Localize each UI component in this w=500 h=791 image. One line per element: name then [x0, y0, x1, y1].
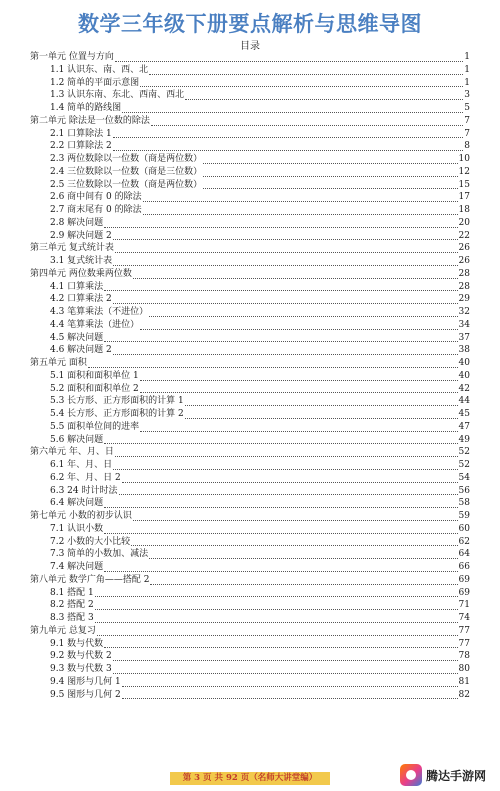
toc-page-number: 69 [458, 587, 470, 598]
toc-entry-label: 4.4 笔算乘法（进位） [50, 319, 140, 330]
toc-dot-leader [122, 104, 463, 113]
toc-entry-label: 第三单元 复式统计表 [30, 243, 114, 254]
toc-entry-label: 2.1 口算除法 1 [50, 128, 112, 139]
toc-heading: 目录 [240, 41, 260, 52]
toc-page-number: 17 [458, 192, 470, 203]
toc-dot-leader [104, 333, 457, 342]
toc-entry-label: 2.7 商末尾有 0 的除法 [50, 205, 142, 215]
toc-entry-label: 7.3 简单的小数加、减法 [50, 549, 149, 560]
toc-page-number: 1 [464, 52, 470, 62]
toc-page-number: 81 [458, 676, 470, 687]
toc-entry-label: 第七单元 小数的初步认识 [30, 511, 132, 521]
toc-entry-label: 9.1 数与代数 [50, 638, 104, 649]
toc-section-entry[interactable] [30, 395, 470, 408]
toc-page-number: 18 [458, 205, 470, 215]
toc-dot-leader [203, 180, 457, 189]
toc-page-number: 54 [458, 472, 470, 483]
toc-dot-leader [185, 397, 458, 406]
watermark-text: 腾达手游网 [426, 768, 487, 783]
toc-entry-label: 6.1 年、月、日 [50, 460, 113, 470]
toc-dot-leader [104, 282, 457, 291]
toc-entry-label: 第二单元 除法是一位数的除法 [30, 115, 150, 126]
toc-section-entry[interactable] [30, 587, 470, 600]
toc-section-entry[interactable] [30, 332, 470, 345]
toc-entry-label: 5.5 面积单位间的进率 [50, 421, 140, 432]
toc-page-number: 40 [458, 370, 470, 381]
toc-dot-leader [185, 91, 463, 100]
toc-dot-leader [203, 168, 457, 177]
toc-section-entry[interactable] [30, 408, 470, 421]
toc-page-number: 3 [464, 90, 470, 101]
toc-page-number: 37 [458, 332, 470, 343]
toc-page-number: 28 [458, 268, 470, 279]
toc-section-entry[interactable] [30, 548, 470, 561]
toc-dot-leader [88, 359, 458, 368]
toc-unit-entry[interactable] [30, 446, 470, 459]
toc-page-number: 52 [458, 447, 470, 458]
toc-section-entry[interactable] [30, 370, 470, 383]
toc-page-number: 45 [458, 409, 470, 419]
toc-dot-leader [122, 678, 458, 687]
toc-section-entry[interactable] [30, 153, 470, 166]
toc-entry-label: 6.3 24 时计时法 [50, 485, 118, 496]
toc-page-number: 47 [458, 421, 470, 432]
toc-unit-entry[interactable] [30, 574, 470, 587]
toc-section-entry[interactable] [30, 344, 470, 357]
toc-entry-label: 2.9 解决问题 2 [50, 230, 112, 241]
toc-unit-entry[interactable] [30, 268, 470, 281]
toc-section-entry[interactable] [30, 191, 470, 204]
toc-entry-label: 2.6 商中间有 0 的除法 [50, 192, 142, 203]
toc-section-entry[interactable] [30, 140, 470, 153]
toc-entry-label: 5.2 面积和面积单位 2 [50, 383, 139, 394]
watermark-logo [400, 762, 496, 788]
toc-page-number: 71 [458, 600, 470, 611]
toc-entry-label: 7.2 小数的大小比较 [50, 536, 131, 547]
toc-page-number: 58 [458, 498, 470, 509]
toc-entry-label: 第五单元 面积 [30, 358, 87, 368]
toc-dot-leader [95, 614, 458, 623]
toc-page-number: 77 [458, 625, 470, 636]
toc-page-number: 5 [464, 103, 470, 113]
toc-dot-leader [140, 384, 458, 393]
toc-page-number: 12 [458, 166, 470, 177]
toc-page-number: 29 [458, 294, 470, 305]
toc-section-entry[interactable] [30, 536, 470, 549]
toc-dot-leader [104, 499, 457, 508]
toc-dot-leader [203, 155, 457, 164]
toc-dot-leader [115, 53, 463, 62]
document-title: 数学三年级下册要点解析与思维导图 [78, 12, 422, 36]
toc-section-entry[interactable] [30, 319, 470, 332]
toc-page-number: 1 [464, 64, 470, 75]
toc-dot-leader [113, 652, 458, 661]
toc-page-number: 34 [458, 319, 470, 330]
toc-entry-label: 7.4 解决问题 [50, 562, 104, 572]
toc-entry-label: 8.1 搭配 1 [50, 587, 94, 598]
toc-page-number: 15 [458, 179, 470, 190]
toc-entry-label: 6.2 年、月、日 2 [50, 472, 121, 483]
toc-section-entry[interactable] [30, 64, 470, 77]
toc-dot-leader [149, 550, 457, 559]
toc-section-entry[interactable] [30, 459, 470, 472]
toc-page-number: 7 [464, 115, 470, 126]
page-indicator: 第 3 页 共 92 页（名师大讲堂编） [170, 772, 330, 785]
toc-dot-leader [113, 257, 457, 266]
toc-dot-leader [131, 537, 457, 546]
toc-page-number: 32 [458, 307, 470, 317]
toc-dot-leader [115, 448, 458, 457]
toc-entry-label: 1.1 认识东、南、西、北 [50, 64, 149, 75]
toc-entry-label: 第八单元 数学广角——搭配 2 [30, 574, 150, 585]
toc-dot-leader [149, 66, 463, 75]
toc-section-entry[interactable] [30, 434, 470, 447]
toc-section-entry[interactable] [30, 128, 470, 141]
toc-dot-leader [104, 639, 457, 648]
toc-dot-leader [95, 588, 458, 597]
toc-page-number: 78 [458, 651, 470, 662]
toc-dot-leader [113, 295, 458, 304]
toc-section-entry[interactable] [30, 472, 470, 485]
toc-dot-leader [119, 486, 458, 495]
toc-section-entry[interactable] [30, 89, 470, 102]
toc-entry-label: 1.3 认识东南、东北、西南、西北 [50, 90, 185, 101]
toc-section-entry[interactable] [30, 102, 470, 115]
toc-dot-leader [122, 690, 458, 699]
toc-page-number: 20 [458, 217, 470, 228]
toc-entry-label: 2.5 三位数除以一位数（商是两位数） [50, 179, 203, 190]
app-logo-icon [400, 764, 422, 786]
toc-dot-leader [95, 601, 458, 610]
toc-page-number: 59 [458, 511, 470, 521]
toc-dot-leader [113, 142, 464, 151]
toc-entry-label: 第一单元 位置与方向 [30, 52, 114, 62]
toc-dot-leader [113, 346, 458, 355]
toc-section-entry[interactable] [30, 650, 470, 663]
toc-page-number: 49 [458, 434, 470, 445]
toc-entry-label: 5.1 面积和面积单位 1 [50, 370, 139, 381]
toc-dot-leader [113, 231, 458, 240]
toc-page-number: 69 [458, 574, 470, 585]
toc-entry-label: 3.1 复式统计表 [50, 256, 113, 266]
toc-page-number: 28 [458, 281, 470, 292]
toc-section-entry[interactable] [30, 179, 470, 192]
toc-entry-label: 7.1 认识小数 [50, 523, 104, 534]
toc-entry-label: 5.4 长方形、正方形面积的计算 2 [50, 409, 184, 419]
toc-section-entry[interactable] [30, 561, 470, 574]
toc-section-entry[interactable] [30, 383, 470, 396]
toc-entry-label: 2.2 口算除法 2 [50, 141, 112, 152]
toc-section-entry[interactable] [30, 497, 470, 510]
toc-entry-label: 第四单元 两位数乘两位数 [30, 268, 132, 279]
toc-page-number: 22 [458, 230, 470, 241]
toc-page-number: 64 [458, 549, 470, 560]
toc-dot-leader [140, 78, 463, 87]
toc-page-number: 74 [458, 613, 470, 623]
toc-entry-label: 9.4 图形与几何 1 [50, 676, 121, 687]
toc-entry-label: 6.4 解决问题 [50, 498, 104, 509]
toc-section-entry[interactable] [30, 485, 470, 498]
toc-page-number: 26 [458, 256, 470, 266]
toc-dot-leader [113, 129, 464, 138]
toc-dot-leader [104, 435, 457, 444]
toc-section-entry[interactable] [30, 676, 470, 689]
toc-section-entry[interactable] [30, 599, 470, 612]
toc-section-entry[interactable] [30, 281, 470, 294]
toc-page-number: 44 [458, 396, 470, 407]
toc-page-number: 77 [458, 638, 470, 649]
toc-dot-leader [115, 244, 458, 253]
toc-page-number: 52 [458, 460, 470, 470]
toc-dot-leader [104, 219, 457, 228]
toc-page-number: 8 [464, 141, 470, 152]
toc-dot-leader [150, 576, 457, 585]
toc-page-number: 66 [458, 562, 470, 572]
toc-unit-entry[interactable] [30, 510, 470, 523]
toc-entry-label: 5.3 长方形、正方形面积的计算 1 [50, 396, 184, 407]
toc-dot-leader [151, 117, 463, 126]
toc-entry-label: 1.4 简单的路线图 [50, 103, 122, 113]
toc-dot-leader [104, 563, 457, 572]
toc-page-number: 82 [458, 689, 470, 700]
toc-unit-entry[interactable] [30, 357, 470, 370]
toc-section-entry[interactable] [30, 421, 470, 434]
toc-entry-label: 4.2 口算乘法 2 [50, 294, 112, 305]
toc-section-entry[interactable] [30, 306, 470, 319]
toc-entry-label: 第六单元 年、月、日 [30, 447, 114, 458]
toc-dot-leader [122, 474, 458, 483]
toc-dot-leader [140, 372, 458, 381]
table-of-contents [30, 51, 470, 701]
toc-section-entry[interactable] [30, 612, 470, 625]
toc-dot-leader [97, 627, 458, 636]
toc-section-entry[interactable] [30, 77, 470, 90]
toc-section-entry[interactable] [30, 217, 470, 230]
toc-page-number: 1 [464, 77, 470, 88]
toc-entry-label: 第九单元 总复习 [30, 625, 96, 636]
toc-entry-label: 9.5 图形与几何 2 [50, 689, 121, 700]
toc-dot-leader [133, 512, 458, 521]
toc-page-number: 80 [458, 664, 470, 674]
toc-page-number: 56 [458, 485, 470, 496]
toc-dot-leader [140, 423, 457, 432]
toc-entry-label: 9.3 数与代数 3 [50, 664, 112, 674]
toc-section-entry[interactable] [30, 523, 470, 536]
toc-page-number: 7 [464, 128, 470, 139]
toc-entry-label: 4.1 口算乘法 [50, 281, 104, 292]
toc-dot-leader [185, 410, 458, 419]
toc-section-entry[interactable] [30, 230, 470, 243]
toc-section-entry[interactable] [30, 255, 470, 268]
toc-entry-label: 5.6 解决问题 [50, 434, 104, 445]
toc-dot-leader [104, 525, 457, 534]
toc-page-number: 26 [458, 243, 470, 254]
toc-dot-leader [113, 665, 458, 674]
toc-section-entry[interactable] [30, 663, 470, 676]
toc-entry-label: 8.2 搭配 2 [50, 600, 94, 611]
toc-entry-label: 8.3 搭配 3 [50, 613, 94, 623]
toc-entry-label: 2.3 两位数除以一位数（商是两位数） [50, 154, 203, 164]
toc-page-number: 42 [458, 383, 470, 394]
toc-dot-leader [140, 321, 457, 330]
toc-section-entry[interactable] [30, 689, 470, 702]
toc-dot-leader [143, 206, 458, 215]
toc-dot-leader [113, 461, 457, 470]
toc-entry-label: 2.8 解决问题 [50, 217, 104, 228]
toc-dot-leader [149, 308, 457, 317]
toc-page-number: 62 [458, 536, 470, 547]
toc-entry-label: 9.2 数与代数 2 [50, 651, 112, 662]
toc-page-number: 38 [458, 345, 470, 356]
toc-dot-leader [133, 270, 458, 279]
toc-section-entry[interactable] [30, 166, 470, 179]
toc-page-number: 60 [458, 523, 470, 534]
toc-page-number: 10 [458, 154, 470, 164]
toc-section-entry[interactable] [30, 293, 470, 306]
toc-page-number: 40 [458, 358, 470, 368]
toc-entry-label: 4.5 解决问题 [50, 332, 104, 343]
toc-unit-entry[interactable] [30, 115, 470, 128]
toc-section-entry[interactable] [30, 638, 470, 651]
toc-unit-entry[interactable] [30, 51, 470, 64]
toc-entry-label: 4.3 笔算乘法（不进位） [50, 307, 149, 317]
toc-dot-leader [143, 193, 458, 202]
toc-entry-label: 4.6 解决问题 2 [50, 345, 112, 356]
toc-unit-entry[interactable] [30, 242, 470, 255]
toc-unit-entry[interactable] [30, 625, 470, 638]
toc-entry-label: 1.2 简单的平面示意图 [50, 77, 140, 88]
toc-section-entry[interactable] [30, 204, 470, 217]
toc-entry-label: 2.4 三位数除以一位数（商是三位数） [50, 166, 203, 177]
